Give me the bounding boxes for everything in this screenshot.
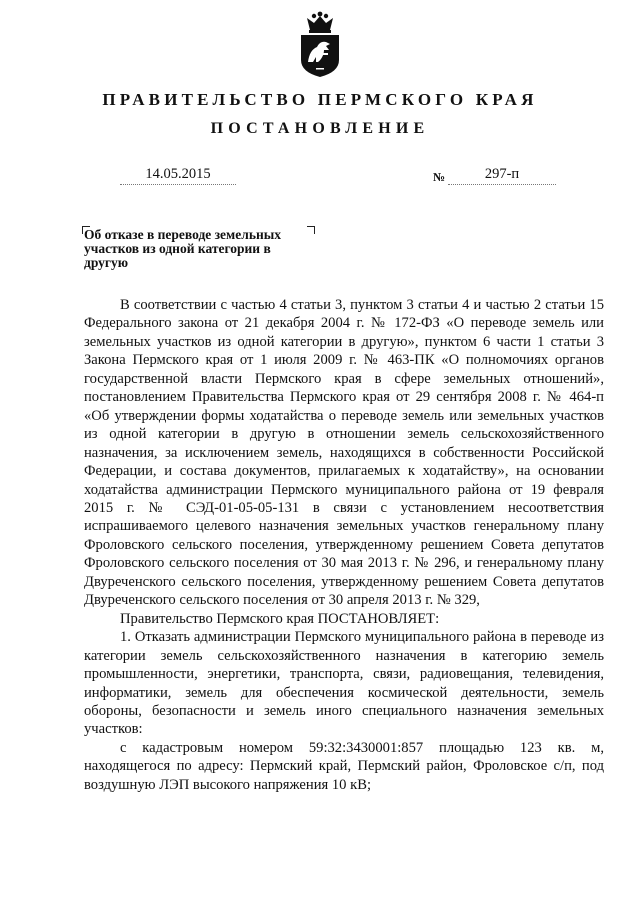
document-number: 297-п [448, 166, 556, 185]
coat-of-arms-icon [296, 10, 344, 78]
document-date: 14.05.2015 [120, 166, 236, 185]
clause-1: 1. Отказать администрации Пермского муниципального района в переводе из категории земель сельскохозяйственного назначения в категорию земель промышленности, энергетики, транспорта, связи, радиовещания, телевидения, информатики, земель для обеспечения космической деятельности, земель обороны, безопасности и земель иного специального назначения земельных участков: [84, 629, 604, 738]
document-type: ПОСТАНОВЛЕНИЕ [210, 120, 430, 137]
preamble-paragraph: В соответствии с частью 4 статьи 3, пунктом 3 статьи 4 и частью 2 статьи 15 Федерального закона от 21 декабря 2004 г. № 172-ФЗ «О переводе земель или земельных участков из одной категории в другую», пунктом 6 части 1 статьи 3 Закона Пермского края от 1 июля 2009 г. № 463-ПК «О полномочиях органов государственной власти Пермского края в сфере земельных отношений», постановлением Правительства Пермского края от 29 сентября 2008 г. № 464-п «Об утверждении формы ходатайства о переводе земель или земельных участков из одной категории в другую в отношении земель сельскохозяйственного назначения, за исключением земель, находящихся в собственности Российской Федерации, и состава документов, прилагаемых к ходатайству», на основании ходатайства администрации Пермского муниципального района от 19 февраля 2015 г. № СЭД-01-05-05-131 в связи с установлением несоответствия испрашиваемого целевого назначения земельных участков генеральному плану Фроловского сельского поселения, утвержденному решением Совета депутатов Фроловского сельского поселения от 30 мая 2013 г. № 296, и генеральному плану Двуреченского сельского поселения, утвержденному решением Совета депутатов Двуреченского сельского поселения от 30 апреля 2013 г. № 329, [84, 297, 604, 609]
document-subject: Об отказе в переводе земельных участков из одной категории в другую [84, 227, 282, 270]
document-body [84, 296, 604, 794]
land-plot-item: с кадастровым номером 59:32:3430001:857 площадью 123 кв. м, находящегося по адресу: Пермский край, Пермский район, Фроловское с/п, под воздушную ЛЭП высокого напряжения 10 кВ; [84, 739, 604, 793]
number-label: № [433, 170, 446, 184]
government-title: ПРАВИТЕЛЬСТВО ПЕРМСКОГО КРАЯ [102, 90, 538, 109]
resolution-statement: Правительство Пермского края ПОСТАНОВЛЯЕТ: [120, 610, 440, 627]
